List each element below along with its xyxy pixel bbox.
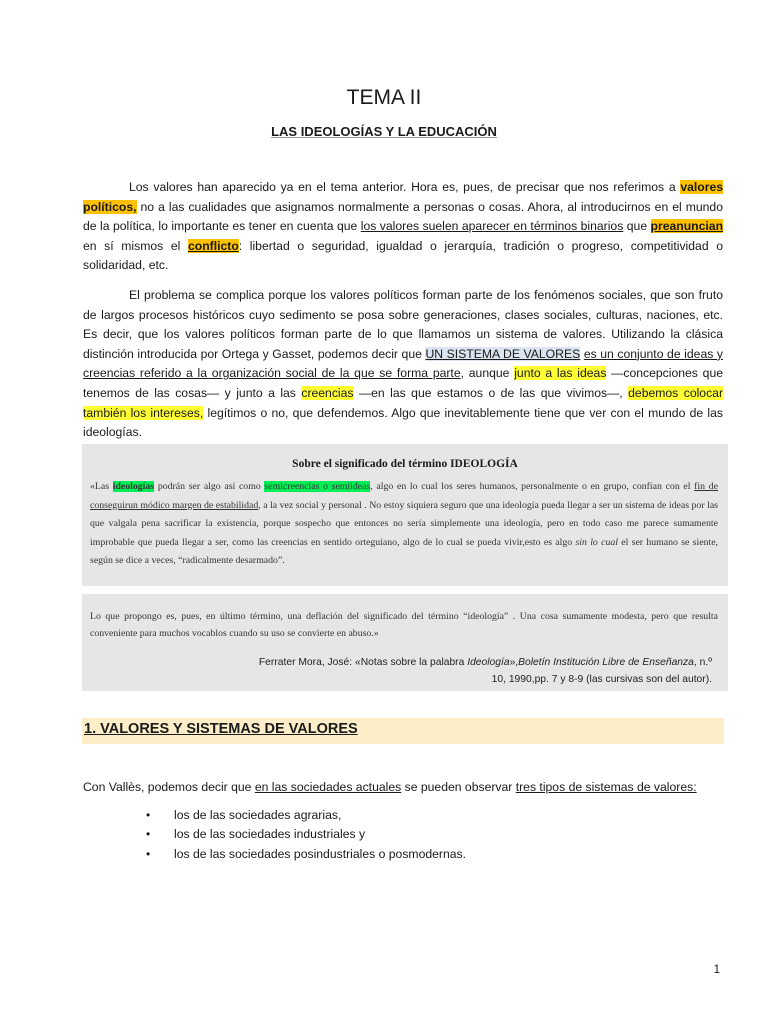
- text-run: Ferrater Mora, José: «Notas sobre la palabra: [258, 657, 468, 668]
- paragraph-1: [83, 178, 723, 276]
- list-item-text: los de las sociedades agrarias,: [174, 808, 342, 822]
- highlight-conflicto: conflicto: [187, 238, 239, 253]
- page-title: TEMA II: [346, 86, 422, 109]
- text-run: se pueden observar: [401, 780, 516, 794]
- highlight-intereses: debemos colocar también los intereses,: [83, 385, 724, 420]
- text-run: podrán ser algo así como: [154, 481, 265, 492]
- list-item-text: los de las sociedades industriales y: [174, 827, 366, 842]
- list-item: [146, 806, 466, 825]
- quote-box-ideologia: [82, 444, 728, 586]
- underlined-definition: es un conjunto de ideas y creencias referido a la organización social de la que se forma parte: [83, 346, 723, 381]
- text-run: El problema se complica porque los valores políticos forman parte de los fenómenos sociales, que son fruto de largos procesos históricos cuyo sedimento se posa sobre generaciones, clases sociales, culturas, naciones, etc. Es decir, que los valores políticos forman parte de lo que llamamos un sistema de valores. Utilizando la clásica distinción introducida por Ortega y Gasset, podemos decir que: [83, 288, 723, 361]
- underlined-sociedades-actuales: en las sociedades actuales: [254, 780, 402, 794]
- list-item-text: los de las sociedades posindustriales o posmodernas.: [174, 846, 466, 861]
- text-run: —concepciones que tenemos de las cosas— y junto a las: [83, 366, 724, 400]
- paragraph-2: [83, 286, 723, 443]
- highlight-junto-ideas: junto a las ideas: [514, 366, 607, 381]
- bullet-icon: •: [146, 808, 151, 822]
- highlight-creencias: creencias: [301, 385, 354, 400]
- list-item: [146, 845, 466, 864]
- page-number: 1: [713, 964, 720, 976]
- underlined-fin: fin de conseguirun módico margen de estabilidad: [90, 481, 718, 511]
- list-item: [146, 825, 466, 844]
- italic-boletin: Boletín Institución Libre de Enseñanza: [518, 657, 694, 668]
- section-heading-bar: [82, 718, 724, 744]
- text-run: , aunque: [460, 366, 515, 381]
- section-intro: [83, 780, 723, 794]
- value-systems-list: [146, 806, 466, 864]
- quote-box-title: Sobre el significado del término IDEOLOGÍA: [292, 458, 518, 470]
- quote-continuation-text: Lo que propongo es, pues, en último término, una deflación del significado del término “ideología” . Una cosa sumamente modesta, pero que resulta conveniente para muchos vocablos cuando su uso se convierte en abuso.»: [90, 611, 718, 639]
- text-run: : libertad o seguridad, igualdad o jerarquía, tradición o progreso, competitividad o solidaridad, etc.: [83, 238, 723, 273]
- text-run: legítimos o no, que defendemos. Algo que inevitablemente tiene que ver con el mundo de las ideologías.: [83, 405, 723, 440]
- highlight-ideologias: ideologías: [112, 481, 155, 492]
- text-run: que: [623, 219, 651, 234]
- bullet-icon: •: [146, 827, 151, 842]
- italic-sin-lo-cual: sin lo cual: [575, 536, 618, 548]
- text-run: »,: [509, 657, 519, 668]
- text-run: , n.º 10, 1990,pp. 7 y 8-9 (las cursivas son del autor).: [491, 657, 712, 685]
- text-run: Los valores han aparecido ya en el tema anterior. Hora es, pues, de precisar que nos referimos a: [129, 180, 681, 194]
- highlight-valores-politicos: valores políticos,: [83, 180, 723, 214]
- underlined-binarios: los valores suelen aparecer en términos binarios: [360, 219, 624, 234]
- text-run: Con Vallès, podemos decir que: [83, 780, 255, 794]
- section-heading: 1. VALORES Y SISTEMAS DE VALORES: [84, 721, 358, 737]
- text-run: —en las que estamos o de las que vivimos—,: [353, 385, 629, 400]
- text-run: , algo en lo cual los seres humanos, personalmente o en grupo, confían con el: [370, 481, 695, 492]
- quote-text: [90, 478, 718, 571]
- citation: [252, 654, 712, 688]
- italic-ideologia: Ideología: [467, 657, 510, 668]
- text-run: no a las cualidades que asignamos normalmente a personas o cosas. Ahora, al introducirnos en el mundo de la política, lo importante es tener en cuenta que: [83, 199, 723, 234]
- highlight-preanuncian: preanuncian: [650, 219, 724, 234]
- underlined-tres-tipos: tres tipos de sistemas de valores:: [515, 780, 697, 794]
- quote-box-continuation: [82, 594, 728, 691]
- text-run: , a la vez social y personal . No estoy siquiera seguro que una ideología pueda llegar a ser un sistema de ideas por las que valgala pena sacrificar la existencia, porque sospecho que entonces no sería simplemente una ideología, pero en todo caso me parece sumamente improbable que pueda llegar a ser, como las creencias en sentido orteguiano, algo de lo cual se pueda vivir,esto es algo: [90, 499, 718, 548]
- page-subtitle: LAS IDEOLOGÍAS Y LA EDUCACIÓN: [271, 124, 497, 139]
- text-run: en sí mismos el: [83, 238, 188, 253]
- boxed-sistema-valores: UN SISTEMA DE VALORES: [425, 346, 581, 361]
- highlight-semicreencias: semicreencias o semiideas: [264, 481, 371, 492]
- bullet-icon: •: [146, 846, 151, 861]
- text-run: «Las: [90, 481, 113, 492]
- text-run: el ser humano se siente, según se dice a veces, “radicalmente desarmado”.: [90, 536, 718, 567]
